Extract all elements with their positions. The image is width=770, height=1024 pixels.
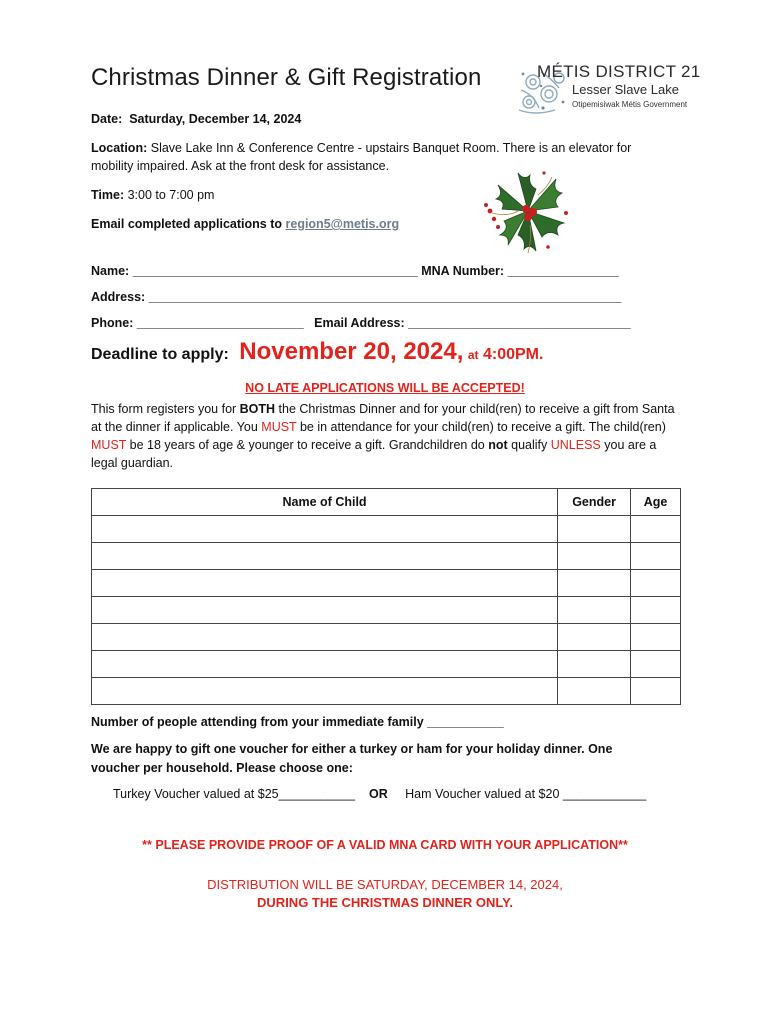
distribution-line-1: DISTRIBUTION WILL BE SATURDAY, DECEMBER 14, 2024, <box>207 877 563 892</box>
logo-text-lake: Lesser Slave Lake <box>572 82 679 97</box>
body-must-2: MUST <box>91 438 127 452</box>
deadline-label: Deadline to apply <box>91 346 224 363</box>
body-must-1: MUST <box>261 420 297 434</box>
header-name-of-child: Name of Child <box>92 489 558 516</box>
proof-notice: ** PLEASE PROVIDE PROOF OF A VALID MNA CARD WITH YOUR APPLICATION** <box>142 838 628 852</box>
gender-cell[interactable] <box>558 516 631 543</box>
gender-cell[interactable] <box>558 651 631 678</box>
table-row <box>92 543 681 570</box>
name-field[interactable]: _________________________________________ <box>132 264 418 278</box>
name-mna-row <box>91 262 619 280</box>
gender-cell[interactable] <box>558 543 631 570</box>
location-label: Location: <box>91 141 148 155</box>
header-age: Age <box>631 489 681 516</box>
age-cell[interactable] <box>631 678 681 705</box>
children-table-body <box>92 516 681 705</box>
table-row <box>92 651 681 678</box>
voucher-or: OR <box>369 787 388 801</box>
voucher-choice-row <box>113 785 646 803</box>
body-text-6: you are a legal guardian. <box>91 438 657 470</box>
child-name-cell[interactable] <box>92 651 558 678</box>
age-cell[interactable] <box>631 597 681 624</box>
table-row <box>92 624 681 651</box>
address-label: Address: <box>91 290 146 304</box>
gender-cell[interactable] <box>558 570 631 597</box>
body-both: BOTH <box>239 402 276 416</box>
holly-icon <box>478 165 578 257</box>
age-cell[interactable] <box>631 543 681 570</box>
gender-cell[interactable] <box>558 624 631 651</box>
date-label: Date: <box>91 112 123 126</box>
voucher-intro-2: voucher per household. Please choose one: <box>91 761 353 775</box>
no-late-warning: NO LATE APPLICATIONS WILL BE ACCEPTED! <box>245 381 525 395</box>
mna-field[interactable]: ________________ <box>507 264 619 278</box>
page-title: Christmas Dinner & Gift Registration <box>91 64 482 91</box>
location-line <box>91 139 676 175</box>
child-name-cell[interactable] <box>92 543 558 570</box>
child-name-cell[interactable] <box>92 570 558 597</box>
body-text-5: qualify <box>507 438 551 452</box>
email-address-field[interactable]: ________________________________ <box>408 316 631 330</box>
body-text-3: be in attendance for your child(ren) to receive a gift. The child(ren) <box>296 420 666 434</box>
phone-label: Phone: <box>91 316 134 330</box>
logo-text-government: Otipemisiwak Métis Government <box>572 100 688 109</box>
header-gender: Gender <box>558 489 631 516</box>
child-name-cell[interactable] <box>92 678 558 705</box>
table-row <box>92 570 681 597</box>
deadline-at: at <box>467 348 479 362</box>
deadline-date: November 20, 2024, <box>239 338 464 365</box>
address-field[interactable]: ____________________________________________________________________ <box>148 290 622 304</box>
age-cell[interactable] <box>631 570 681 597</box>
email-instruction-label: Email completed applications to <box>91 217 283 231</box>
distribution-line-2: DURING THE CHRISTMAS DINNER ONLY. <box>257 895 513 910</box>
date-line <box>91 110 301 128</box>
voucher-intro-1: We are happy to gift one voucher for either a turkey or ham for your holiday dinner. One <box>91 742 613 756</box>
ham-voucher-option[interactable]: Ham Voucher valued at $20 ____________ <box>405 787 647 801</box>
child-name-cell[interactable] <box>92 516 558 543</box>
attending-line <box>91 713 504 731</box>
table-row <box>92 678 681 705</box>
phone-email-row <box>91 314 631 332</box>
age-cell[interactable] <box>631 516 681 543</box>
gender-cell[interactable] <box>558 678 631 705</box>
table-header-row <box>92 489 681 516</box>
body-not: not <box>488 438 508 452</box>
deadline-colon: : <box>223 346 229 363</box>
name-label: Name: <box>91 264 130 278</box>
body-text-2: the Christmas Dinner and for your child(ren) to receive a gift from Santa at the dinner if applicable. You <box>91 402 675 434</box>
deadline-time: 4:00PM. <box>482 346 544 363</box>
phone-field[interactable]: ________________________ <box>136 316 304 330</box>
attending-label: Number of people attending from your immediate family <box>91 715 424 729</box>
time-value: 3:00 to 7:00 pm <box>127 188 215 202</box>
table-row <box>92 597 681 624</box>
children-table <box>91 488 681 705</box>
gender-cell[interactable] <box>558 597 631 624</box>
age-cell[interactable] <box>631 651 681 678</box>
child-name-cell[interactable] <box>92 624 558 651</box>
body-unless: UNLESS <box>550 438 601 452</box>
turkey-voucher-option[interactable]: Turkey Voucher valued at $25___________ <box>113 787 356 801</box>
time-label: Time: <box>91 188 125 202</box>
body-text-1: This form registers you for <box>91 402 240 416</box>
time-line <box>91 186 214 204</box>
date-value: Saturday, December 14, 2024 <box>129 112 302 126</box>
metis-district-logo <box>515 62 701 118</box>
body-text-4: be 18 years of age & younger to receive a gift. Grandchildren do <box>126 438 489 452</box>
address-row <box>91 288 621 306</box>
instructions-paragraph <box>91 400 683 472</box>
email-address-label: Email Address: <box>314 316 405 330</box>
table-row <box>92 516 681 543</box>
logo-text-district: MÉTIS DISTRICT 21 <box>537 62 701 81</box>
email-instruction <box>91 215 399 233</box>
age-cell[interactable] <box>631 624 681 651</box>
location-value: Slave Lake Inn & Conference Centre - upstairs Banquet Room. There is an elevator for mobility impaired. Ask at the front desk for assistance. <box>91 141 632 173</box>
attending-field[interactable]: ___________ <box>427 715 504 729</box>
mna-label: MNA Number: <box>421 264 505 278</box>
deadline-line <box>91 338 543 366</box>
email-link[interactable]: region5@metis.org <box>285 217 400 231</box>
child-name-cell[interactable] <box>92 597 558 624</box>
